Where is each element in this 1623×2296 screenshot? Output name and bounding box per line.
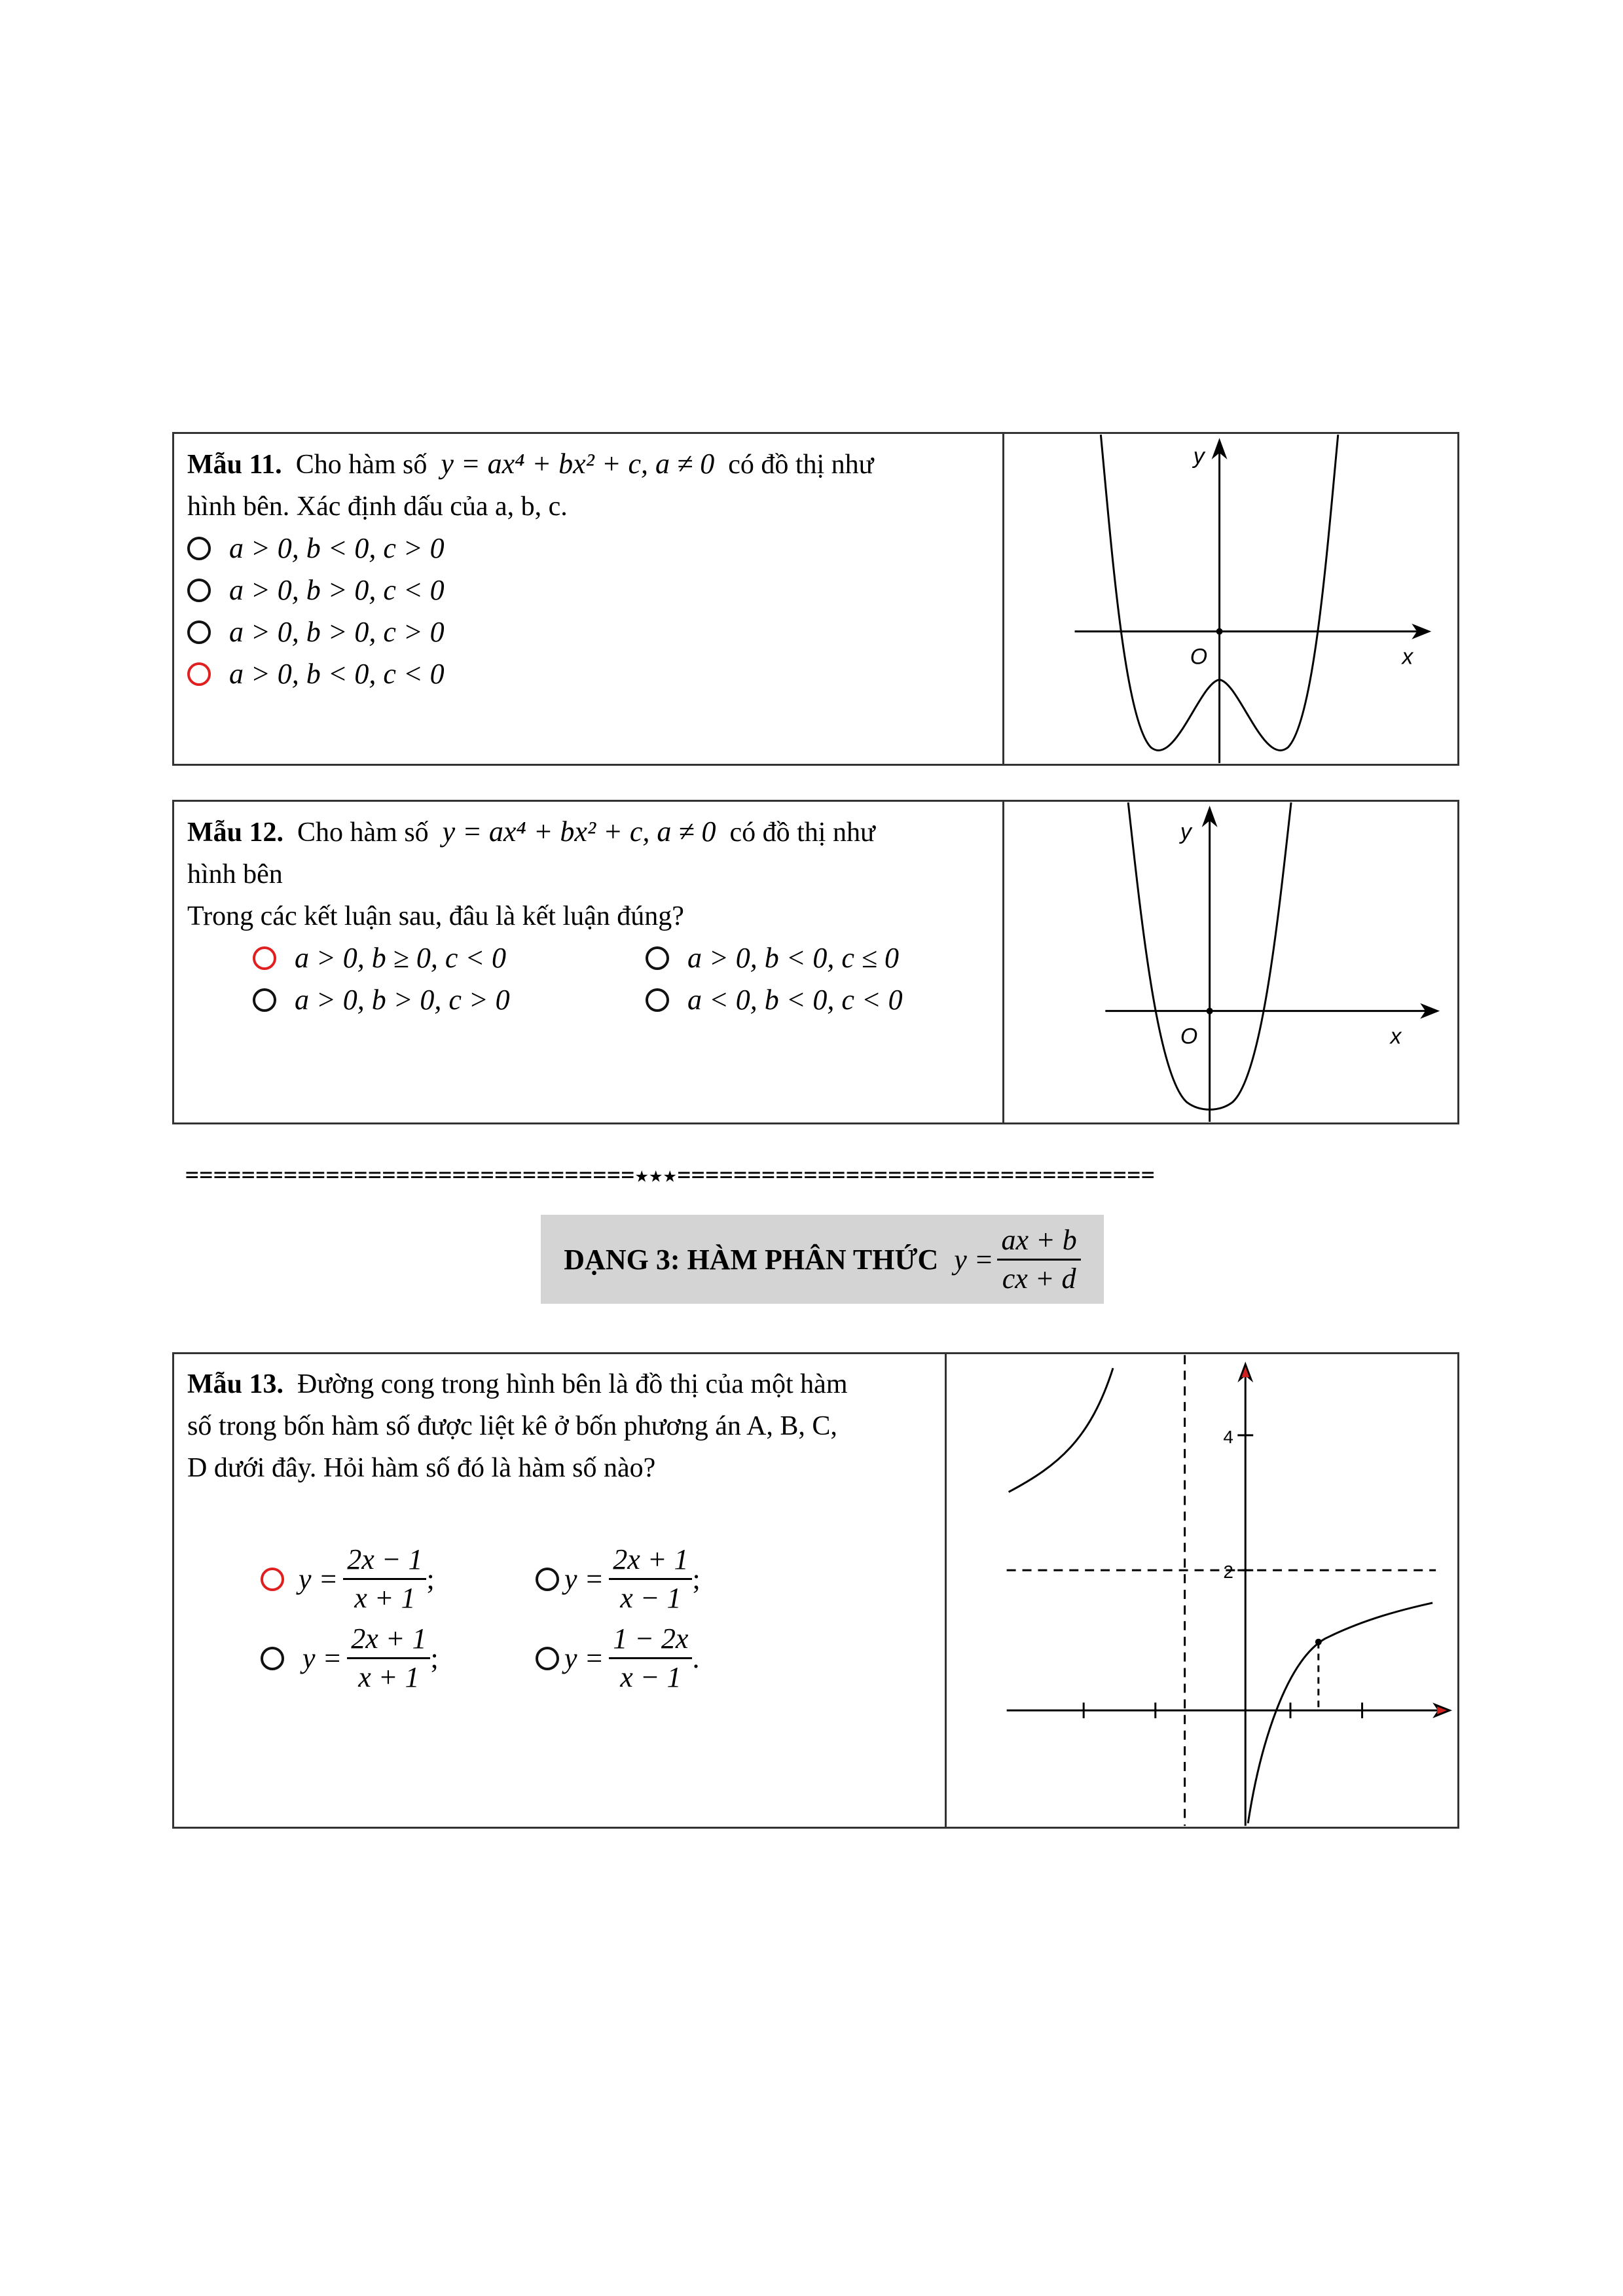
question-12-label: Mẫu 12. <box>187 817 283 848</box>
radio-circle-icon[interactable] <box>536 1568 559 1591</box>
radio-circle-icon[interactable] <box>253 946 276 970</box>
section-fraction: $\frac{ax + b}{cx + d}$ <box>997 1222 1080 1297</box>
question-13-text <box>174 1354 947 1827</box>
tick-label-4: 4 <box>1223 1426 1233 1447</box>
quartic-graph-u-shape <box>1004 802 1457 1122</box>
radio-circle-icon[interactable] <box>646 946 669 970</box>
origin-dot <box>1207 1008 1213 1014</box>
q13-option-2[interactable]: y = $\frac{2x + 1}{x - 1}$ ; <box>536 1541 811 1617</box>
q13-stem-3: D dưới đây. Hỏi hàm số đó là hàm số nào? <box>187 1453 656 1483</box>
question-12-box <box>172 800 1459 1124</box>
x-label: x <box>1402 644 1413 670</box>
question-12-text <box>174 802 1004 1122</box>
q11-formula: y = ax⁴ + bx² + c, a ≠ 0 <box>441 448 715 480</box>
section-title: DẠNG 3: HÀM PHÂN THỨC <box>564 1243 939 1276</box>
radio-circle-icon[interactable] <box>187 662 211 686</box>
q11-graph <box>1004 434 1457 764</box>
q13-graph <box>947 1354 1457 1827</box>
q11-stem-a: Cho hàm số <box>295 450 428 480</box>
q12-option-1[interactable]: a > 0, b ≥ 0, c < 0 <box>253 937 646 979</box>
origin-label: O <box>1190 644 1208 670</box>
radio-circle-icon[interactable] <box>187 620 211 644</box>
q13-option-3[interactable]: y = $\frac{2x + 1}{x + 1}$ ; <box>261 1621 536 1696</box>
q12-option-2[interactable]: a > 0, b < 0, c ≤ 0 <box>646 937 1038 979</box>
q13-option-1[interactable]: y = $\frac{2x - 1}{x + 1}$ ; <box>261 1541 536 1617</box>
q12-option-4[interactable]: a < 0, b < 0, c < 0 <box>646 979 1038 1021</box>
q12-stem-a: Cho hàm số <box>297 817 429 848</box>
section-lhs: y = <box>954 1243 994 1276</box>
radio-circle-icon[interactable] <box>253 988 276 1012</box>
quartic-graph-w-shape <box>1004 434 1457 764</box>
q11-option-2[interactable]: a > 0, b > 0, c < 0 <box>187 569 989 611</box>
curve-left-branch <box>1009 1368 1113 1492</box>
section-header <box>541 1215 1104 1304</box>
rational-function-graph <box>947 1354 1457 1827</box>
curve-right-branch <box>1248 1603 1432 1823</box>
radio-circle-icon[interactable] <box>536 1647 559 1670</box>
question-11-box <box>172 432 1459 766</box>
q12-stem-b: có đồ thị như <box>729 817 875 848</box>
q11-stem-b: có đồ thị như <box>728 450 874 480</box>
question-13-label: Mẫu 13. <box>187 1369 283 1399</box>
question-13-box <box>172 1352 1459 1829</box>
origin-dot <box>1216 628 1223 635</box>
q11-option-1[interactable]: a > 0, b < 0, c > 0 <box>187 528 989 569</box>
q13-stem-2: số trong bốn hàm số được liệt kê ở bốn phương án A, B, C, <box>187 1411 837 1441</box>
q13-stem-1: Đường cong trong hình bên là đồ thị của một hàm <box>297 1369 848 1399</box>
origin-label: O <box>1180 1024 1198 1049</box>
q12-stem-c: hình bên <box>187 859 283 889</box>
tick-label-2: 2 <box>1223 1562 1233 1583</box>
q11-option-4[interactable]: a > 0, b < 0, c < 0 <box>187 653 989 695</box>
radio-circle-icon[interactable] <box>187 579 211 602</box>
q12-graph <box>1004 802 1457 1122</box>
radio-circle-icon[interactable] <box>261 1647 284 1670</box>
radio-circle-icon[interactable] <box>187 537 211 560</box>
question-11-text <box>174 434 1004 764</box>
separator-line: ================================★★★================================== <box>185 1162 1156 1188</box>
q11-stem-c: hình bên. Xác định dấu của a, b, c. <box>187 492 568 522</box>
q12-stem-d: Trong các kết luận sau, đâu là kết luận đúng? <box>187 901 684 931</box>
y-label: y <box>1180 819 1192 844</box>
y-label: y <box>1193 443 1205 469</box>
radio-circle-icon[interactable] <box>261 1568 284 1591</box>
q13-option-4[interactable]: y = $\frac{1 - 2x}{x - 1}$ . <box>536 1621 811 1696</box>
q12-formula: y = ax⁴ + bx² + c, a ≠ 0 <box>442 816 716 848</box>
q12-option-3[interactable]: a > 0, b > 0, c > 0 <box>253 979 646 1021</box>
question-11-label: Mẫu 11. <box>187 450 282 480</box>
x-label: x <box>1390 1024 1402 1049</box>
radio-circle-icon[interactable] <box>646 988 669 1012</box>
q11-option-3[interactable]: a > 0, b > 0, c > 0 <box>187 611 989 653</box>
